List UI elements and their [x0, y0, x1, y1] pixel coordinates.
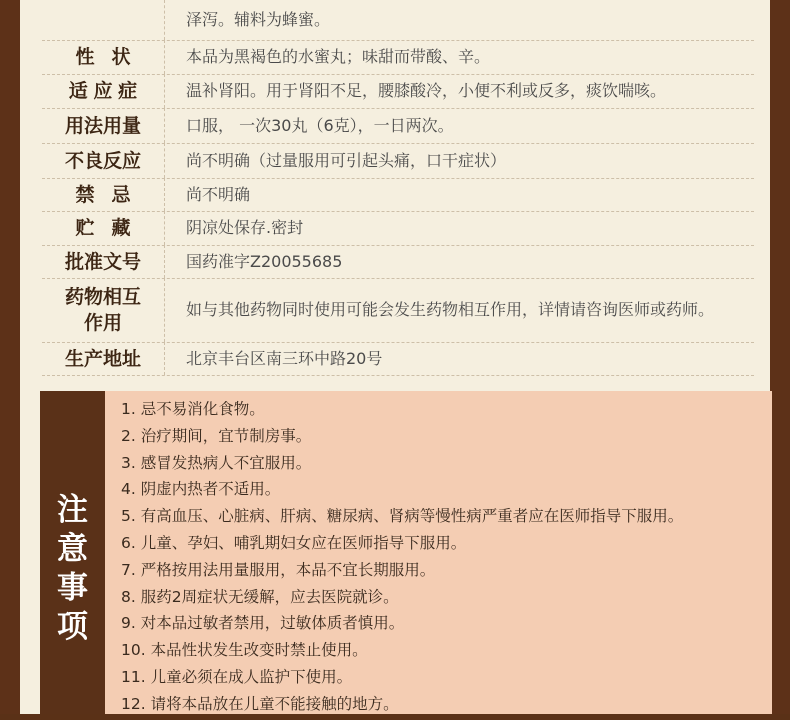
- spec-value: 口服， 一次30丸（6克），一日两次。: [186, 115, 454, 135]
- spec-label: 用法用量: [64, 114, 141, 137]
- precaution-item: 11. 儿童必须在成人监护下使用。: [121, 667, 353, 686]
- precaution-item: 12. 请将本品放在儿童不能接触的地方。: [121, 694, 399, 713]
- spec-value: 北京丰台区南三环中路20号: [186, 348, 383, 368]
- spec-value: 如与其他药物同时使用可能会发生药物相互作用，详情请咨询医师或药师。: [186, 300, 715, 319]
- column-divider: [164, 40, 165, 74]
- column-divider: [164, 143, 165, 178]
- column-divider: [164, 0, 165, 40]
- column-divider: [164, 278, 165, 342]
- spec-label: 药物相互作用: [64, 286, 141, 334]
- spec-value: 本品为黑褐色的水蜜丸；味甜而带酸、辛。: [186, 47, 491, 66]
- precaution-item: 10. 本品性状发生改变时禁止使用。: [121, 641, 368, 660]
- spec-label-properties: 性状: [75, 46, 148, 68]
- precautions-sidebar: [40, 391, 105, 714]
- precaution-item: 4. 阴虚内热者不适用。: [121, 480, 281, 499]
- column-divider: [164, 178, 165, 211]
- precaution-item: 8. 服药2周症状无缓解，应去医院就诊。: [121, 587, 399, 606]
- column-divider: [164, 245, 165, 278]
- spec-row-adverse-reactions: [42, 143, 754, 179]
- column-divider: [164, 342, 165, 375]
- spec-label: [42, 0, 164, 40]
- precautions-title-text: 注意事项: [57, 492, 88, 645]
- precautions-list: [121, 398, 761, 720]
- precaution-item: 1. 忌不易消化食物。: [121, 400, 265, 418]
- precaution-item: 3. 感冒发热病人不宜服用。: [121, 453, 312, 472]
- spec-label-storage: 贮藏: [75, 217, 148, 239]
- spec-value: 温补肾阳。用于肾阳不足，腰膝酸冷，小便不利或反多，痰饮喘咳。: [186, 81, 667, 100]
- spec-label-contraindications: 禁忌: [75, 183, 148, 206]
- spec-row-approval-number: [42, 245, 754, 279]
- spec-value: 国药准字Z20055685: [186, 251, 343, 271]
- precaution-item: 6. 儿童、孕妇、哺乳期妇女应在医师指导下服用。: [121, 533, 467, 552]
- spec-row-dosage: [42, 108, 754, 144]
- spec-label: 不良反应: [64, 149, 141, 172]
- precaution-item: 9. 对本品过敏者禁用，过敏体质者慎用。: [121, 614, 405, 633]
- spec-row-interactions: [42, 278, 754, 343]
- spec-value: 阴凉处保存.密封: [186, 218, 304, 237]
- right-frame: [770, 0, 790, 714]
- spec-row-properties: [42, 40, 754, 75]
- spec-row-indications: [42, 74, 754, 109]
- spec-row-address: [42, 342, 754, 376]
- column-divider: [164, 211, 165, 245]
- precaution-item: 2. 治疗期间，宜节制房事。: [121, 426, 312, 445]
- product-info-panel: [20, 0, 770, 714]
- spec-row-contraindications: [42, 178, 754, 212]
- spec-value: 尚不明确（过量服用可引起头痛，口干症状）: [186, 150, 507, 170]
- precaution-item: 5. 有高血压、心脏病、肝病、糖尿病、肾病等慢性病严重者应在医师指导下服用。: [121, 507, 684, 526]
- spec-row-ingredients-cont: [42, 0, 754, 41]
- precautions-box: [40, 391, 772, 714]
- precautions-title: [40, 491, 105, 647]
- spec-row-storage: [42, 211, 754, 246]
- spec-label-indications: 适应症: [68, 80, 143, 102]
- column-divider: [164, 108, 165, 143]
- column-divider: [164, 74, 165, 108]
- spec-label: 批准文号: [64, 250, 141, 273]
- spec-value: 尚不明确: [186, 184, 251, 204]
- left-frame: [0, 0, 20, 714]
- precaution-item: 7. 严格按用法用量服用，本品不宜长期服用。: [121, 560, 436, 579]
- spec-label: 生产地址: [64, 347, 141, 370]
- spec-value: 泽泻。辅料为蜂蜜。: [186, 10, 331, 29]
